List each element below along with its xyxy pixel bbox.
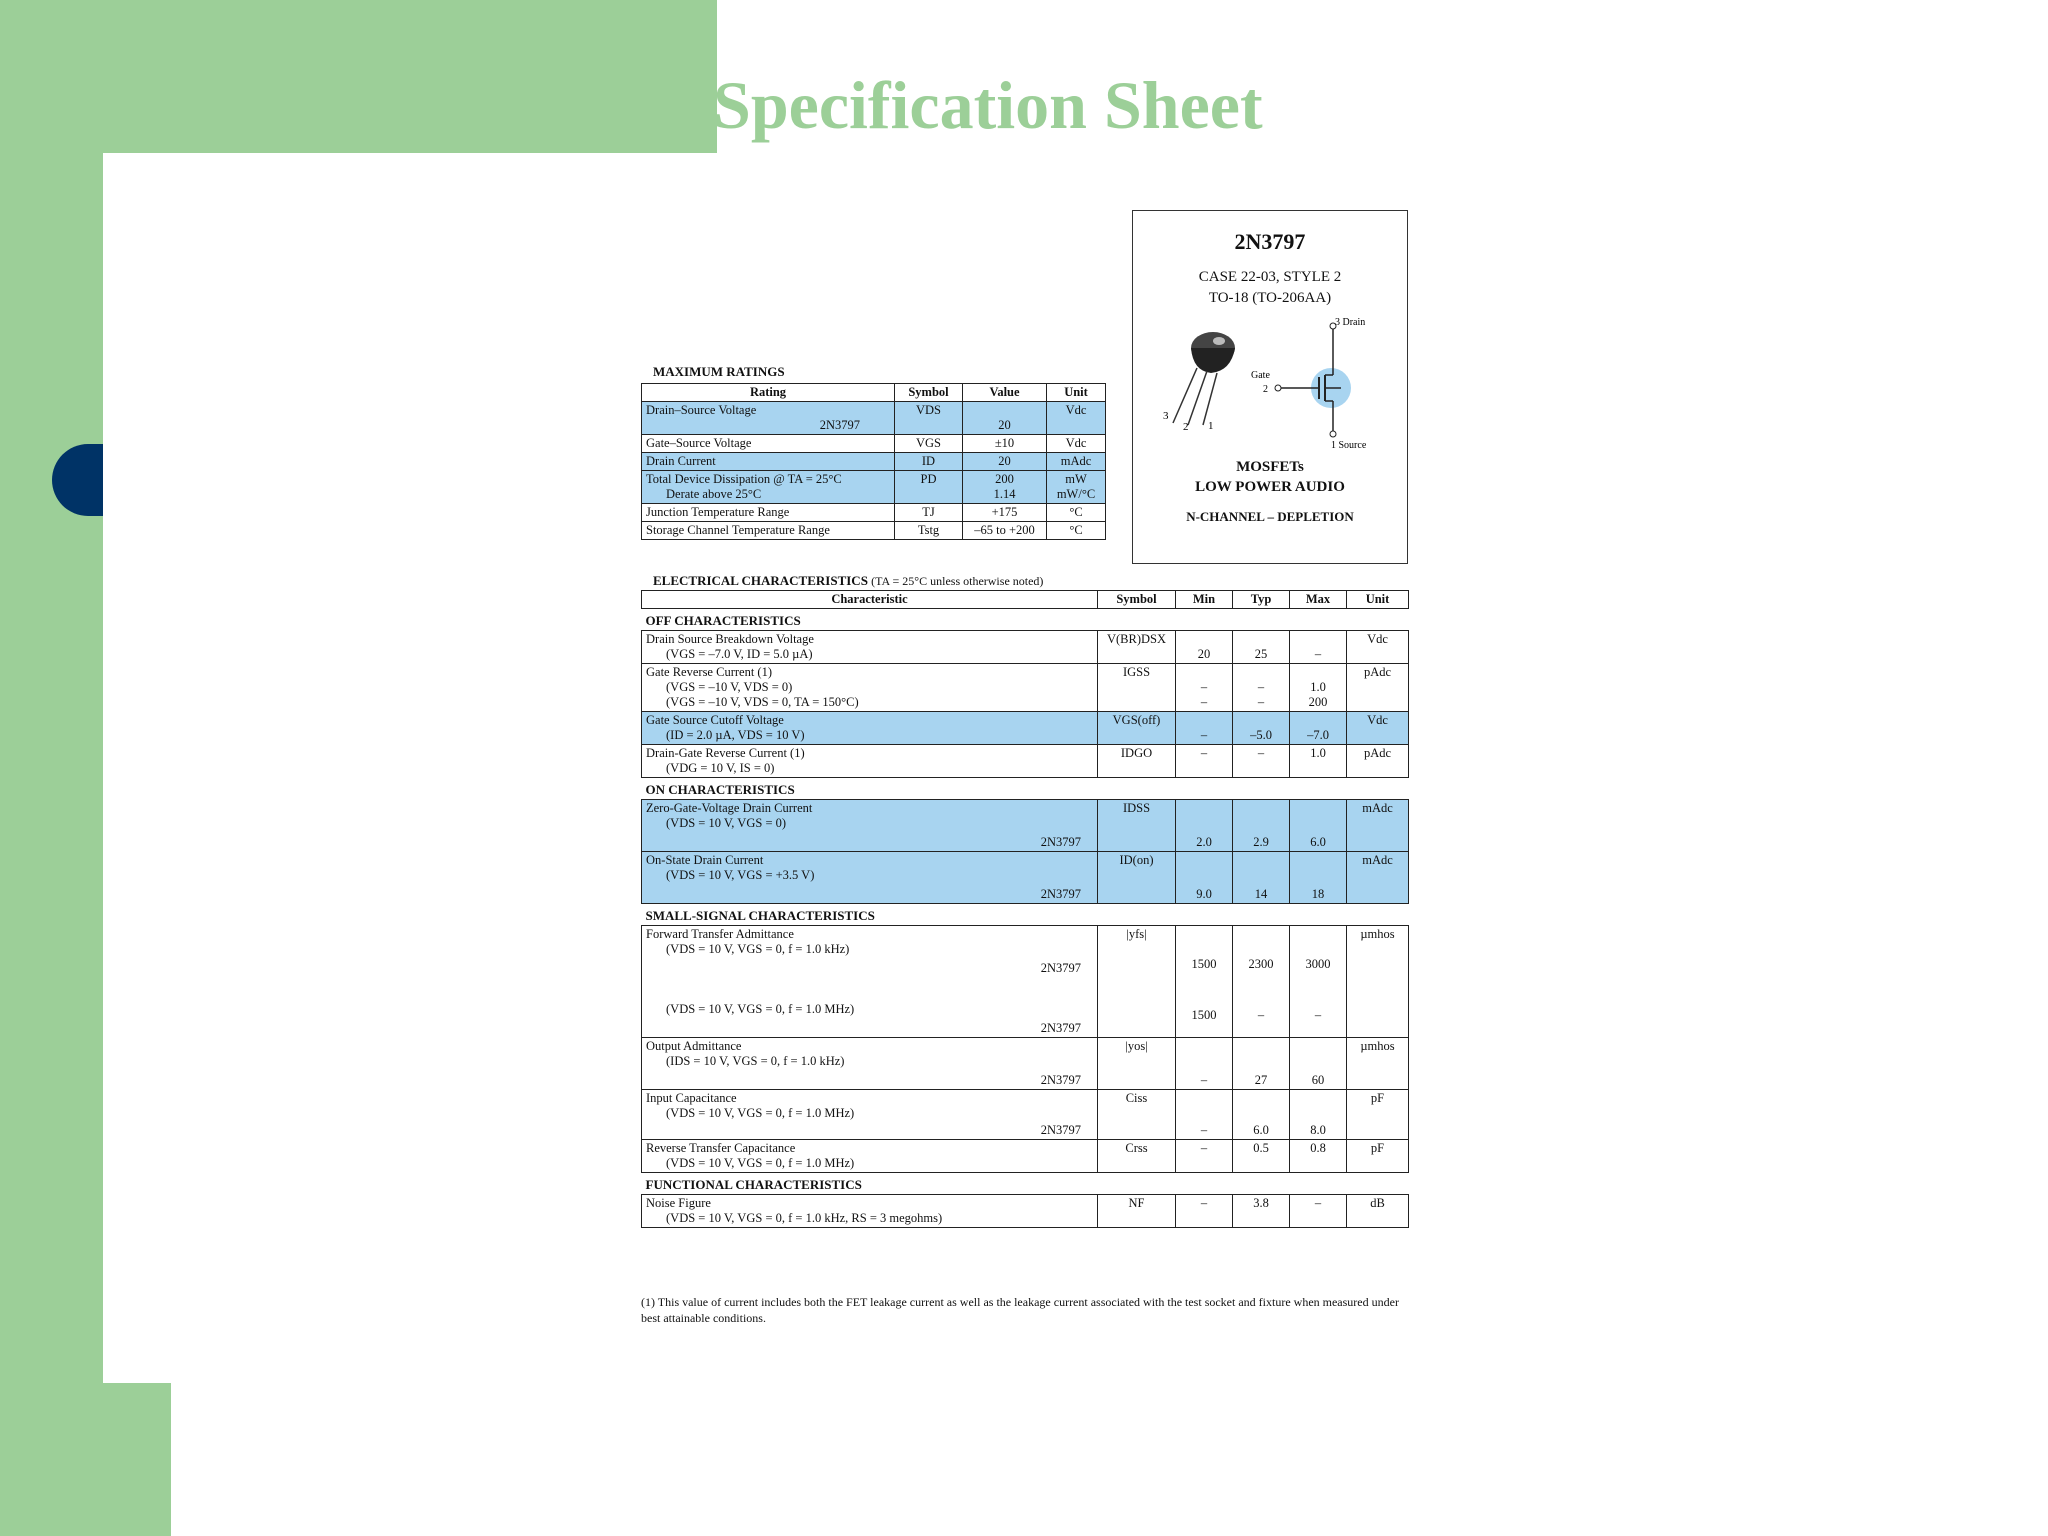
col-typ: Typ [1233,591,1290,609]
table-cell: Junction Temperature Range [642,504,895,522]
table-cell: 27 [1233,1038,1290,1090]
table-cell: ±10 [963,435,1047,453]
table-cell: Total Device Dissipation @ TA = 25°C Derate above 25°C [642,471,895,504]
table-cell: µmhos [1347,926,1409,1038]
table-cell: Crss [1098,1140,1176,1173]
table-cell: 3.8 [1233,1195,1290,1228]
table-cell: – [1176,1090,1233,1140]
table-cell: VGS(off) [1098,712,1176,745]
table-cell: 25 [1233,631,1290,664]
table-cell: Input Capacitance (VDS = 10 V, VGS = 0, f = 1.0 MHz) 2N3797 [642,1090,1098,1140]
table-cell: Gate–Source Voltage [642,435,895,453]
table-row [642,522,1106,540]
package-info-box [1132,210,1408,564]
table-cell: Vdc [1047,435,1106,453]
table-cell: 200 1.14 [963,471,1047,504]
table-row [642,1140,1409,1173]
table-cell: – [1176,1038,1233,1090]
type-line-1: MOSFETs [1236,459,1304,475]
table-cell: FUNCTIONAL CHARACTERISTICS [642,1173,1409,1195]
col-min: Min [1176,591,1233,609]
col-characteristic: Characteristic [642,591,1098,609]
table-cell: 0.8 [1290,1140,1347,1173]
table-row [642,1090,1409,1140]
table-cell: +175 [963,504,1047,522]
table-cell: 6.0 [1233,1090,1290,1140]
col-rating: Rating [642,384,895,402]
section-row [642,904,1409,926]
table-cell: 8.0 [1290,1090,1347,1140]
table-row [642,852,1409,904]
table-cell: – [1290,1195,1347,1228]
table-cell: dB [1347,1195,1409,1228]
table-cell: 2.0 [1176,800,1233,852]
table-cell: 9.0 [1176,852,1233,904]
green-banner-top [0,0,717,153]
table-cell: Storage Channel Temperature Range [642,522,895,540]
table-cell: 6.0 [1290,800,1347,852]
table-cell: 20 [963,453,1047,471]
table-cell: SMALL-SIGNAL CHARACTERISTICS [642,904,1409,926]
table-cell: – [1233,745,1290,778]
col-unit: Unit [1347,591,1409,609]
lead-label-1: 1 [1208,420,1214,432]
section-row [642,778,1409,800]
table-cell: TJ [895,504,963,522]
table-cell: °C [1047,522,1106,540]
table-cell: 20 [963,402,1047,435]
electrical-heading: ELECTRICAL CHARACTERISTICS (TA = 25°C unless otherwise noted) [653,573,1044,588]
table-cell: 14 [1233,852,1290,904]
table-row [642,453,1106,471]
table-cell: 20 [1176,631,1233,664]
col-unit: Unit [1047,384,1106,402]
table-cell: pAdc [1347,745,1409,778]
table-row [642,435,1106,453]
table-row [642,800,1409,852]
table-cell: Vdc [1047,402,1106,435]
table-cell: µmhos [1347,1038,1409,1090]
table-cell: Zero-Gate-Voltage Drain Current (VDS = 10 V, VGS = 0) 2N3797 [642,800,1098,852]
table-cell: Drain–Source Voltage 2N3797 [642,402,895,435]
table-cell: IDGO [1098,745,1176,778]
max-ratings-table [641,383,1106,540]
transistor-diagram [1133,313,1407,453]
lead-label-2: 2 [1183,421,1189,433]
table-cell: –7.0 [1290,712,1347,745]
table-row [642,712,1409,745]
table-cell: 1.0 200 [1290,664,1347,712]
table-cell: mAdc [1347,852,1409,904]
table-row [642,471,1106,504]
pin-drain-label: 3 Drain [1335,317,1366,328]
pin-source-label: 1 Source [1331,440,1367,451]
table-cell: – [1176,712,1233,745]
type-line-3: N-CHANNEL – DEPLETION [1186,509,1354,524]
green-block-bottom [0,1383,171,1536]
pin-gate-label: Gate [1251,370,1270,381]
table-cell: 60 [1290,1038,1347,1090]
table-cell: Noise Figure (VDS = 10 V, VGS = 0, f = 1.0 kHz, RS = 3 megohms) [642,1195,1098,1228]
part-number: 2N3797 [1234,229,1306,254]
table-row [642,1038,1409,1090]
table-cell: mW mW/°C [1047,471,1106,504]
pin-gate-num: 2 [1263,384,1268,395]
table-cell: Vdc [1347,631,1409,664]
case-line-1: CASE 22-03, STYLE 2 [1198,269,1342,285]
section-row [642,609,1409,631]
table-row [642,504,1106,522]
green-bar-left [0,0,103,1536]
table-cell: |yos| [1098,1038,1176,1090]
table-cell: –65 to +200 [963,522,1047,540]
table-cell: 1500 1500 [1176,926,1233,1038]
table-cell: 0.5 [1233,1140,1290,1173]
table-cell: |yfs| [1098,926,1176,1038]
electrical-table [641,590,1409,1228]
type-line-2: LOW POWER AUDIO [1195,479,1345,495]
to18-package-icon [1173,332,1235,425]
table-cell: mAdc [1347,800,1409,852]
table-cell: – [1176,1140,1233,1173]
table-row [642,745,1409,778]
table-cell: Tstg [895,522,963,540]
section-row [642,1173,1409,1195]
table-cell: Output Admittance (IDS = 10 V, VGS = 0, f = 1.0 kHz) 2N3797 [642,1038,1098,1090]
table-row [642,664,1409,712]
table-row [642,1195,1409,1228]
table-cell: pF [1347,1090,1409,1140]
col-value: Value [963,384,1047,402]
lead-label-3: 3 [1163,410,1169,422]
table-cell: – [1176,1195,1233,1228]
table-row [642,926,1409,1038]
table-cell: OFF CHARACTERISTICS [642,609,1409,631]
table-cell: – – [1233,664,1290,712]
col-symbol: Symbol [1098,591,1176,609]
table-cell: IDSS [1098,800,1176,852]
table-cell: Gate Reverse Current (1) (VGS = –10 V, VDS = 0) (VGS = –10 V, VDS = 0, TA = 150°C) [642,664,1098,712]
table-cell: VDS [895,402,963,435]
table-cell: 1.0 [1290,745,1347,778]
table-cell: Forward Transfer Admittance (VDS = 10 V, VGS = 0, f = 1.0 kHz) 2N3797 (VDS = 10 V, VGS = 0, f = 1.0 MHz) 2N3797 [642,926,1098,1038]
footnote: (1) This value of current includes both the FET leakage current as well as the leakage current associated with the test socket and fixture when measured under best attainable conditions. [641,1295,1399,1325]
table-cell: – [1290,631,1347,664]
table-cell: Drain-Gate Reverse Current (1) (VDG = 10 V, IS = 0) [642,745,1098,778]
max-ratings-heading: MAXIMUM RATINGS [653,364,785,379]
table-cell: 2.9 [1233,800,1290,852]
table-cell: IGSS [1098,664,1176,712]
table-row [642,631,1409,664]
table-cell: – [1176,745,1233,778]
table-cell: Gate Source Cutoff Voltage (ID = 2.0 µA, VDS = 10 V) [642,712,1098,745]
table-cell: 3000 – [1290,926,1347,1038]
table-cell: Vdc [1347,712,1409,745]
slide-title: Specification Sheet [713,67,1263,143]
table-cell: 18 [1290,852,1347,904]
table-cell: – – [1176,664,1233,712]
table-cell: On-State Drain Current (VDS = 10 V, VGS = +3.5 V) 2N3797 [642,852,1098,904]
table-cell: pAdc [1347,664,1409,712]
table-cell: Drain Current [642,453,895,471]
table-cell: V(BR)DSX [1098,631,1176,664]
col-max: Max [1290,591,1347,609]
mosfet-symbol-icon [1275,323,1351,437]
table-cell: NF [1098,1195,1176,1228]
table-cell: ID(on) [1098,852,1176,904]
table-cell: VGS [895,435,963,453]
col-symbol: Symbol [895,384,963,402]
table-cell: pF [1347,1140,1409,1173]
table-cell: ON CHARACTERISTICS [642,778,1409,800]
table-cell: Reverse Transfer Capacitance (VDS = 10 V, VGS = 0, f = 1.0 MHz) [642,1140,1098,1173]
table-row [642,402,1106,435]
table-cell: Drain Source Breakdown Voltage (VGS = –7.0 V, ID = 5.0 µA) [642,631,1098,664]
table-cell: PD [895,471,963,504]
table-cell: °C [1047,504,1106,522]
table-cell: Ciss [1098,1090,1176,1140]
table-cell: –5.0 [1233,712,1290,745]
case-line-2: TO-18 (TO-206AA) [1208,290,1332,306]
table-cell: 2300 – [1233,926,1290,1038]
table-cell: ID [895,453,963,471]
table-cell: mAdc [1047,453,1106,471]
